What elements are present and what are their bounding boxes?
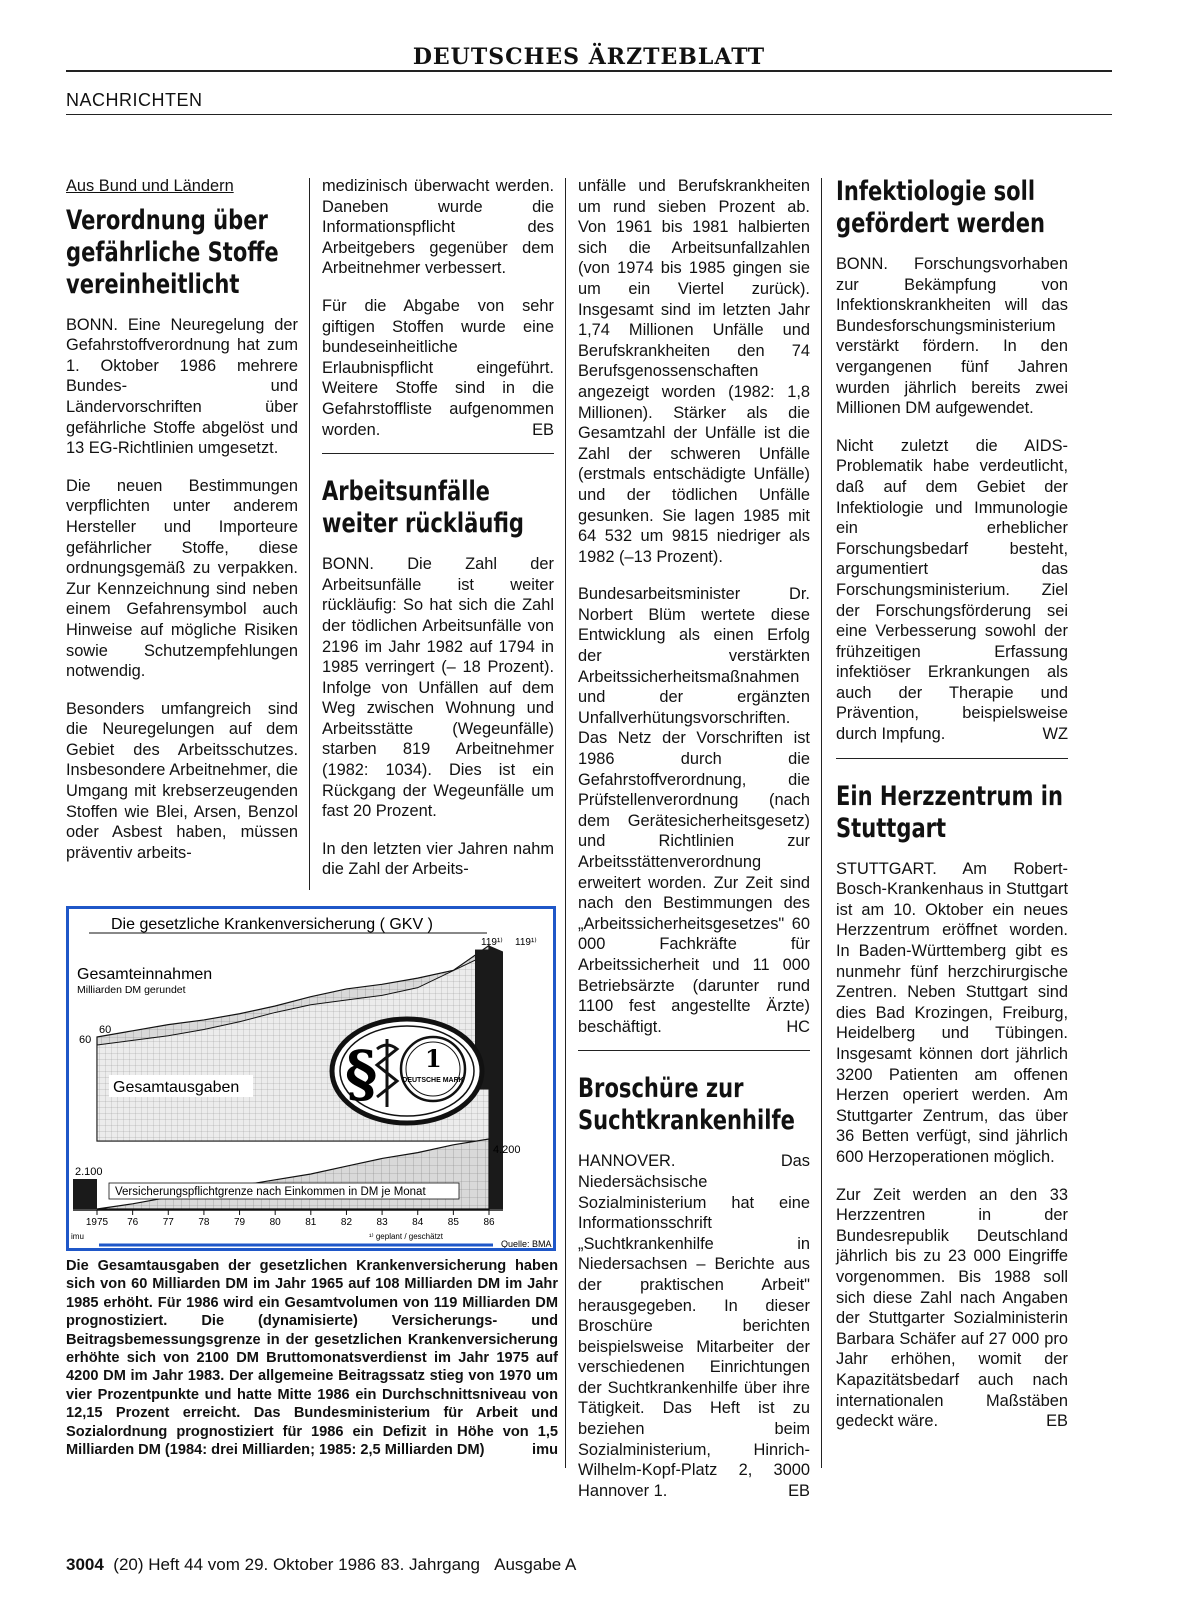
- article-paragraph: BONN. Die Zahl der Arbeitsunfälle ist weiter rückläufig: So hat sich die Zahl der tödlichen Arbeitsunfälle von 2196 im Jahr 1982 auf 1794 in 1985 verringert (– 18 Prozent). Infolge von Unfällen auf dem Weg zwischen Wohnung und Arbeitsstätte (Wegeunfälle) starben 819 Arbeitnehmer (1982: 1034). Dies ist ein Rückgang der Wegeunfälle um fast 20 Prozent.: [322, 555, 554, 821]
- paragraph-icon: §: [345, 1037, 378, 1110]
- article-separator: [322, 453, 554, 454]
- article-paragraph: Bundesarbeitsminister Dr. Norbert Blüm wertete diese Entwicklung als einen Erfolg der verstärkten Arbeitssicherheitsmaßnahmen und der ergänzten Unfallverhütungsvorschriften. Das Netz der Vorschriften ist 1986 durch die Gefahrstoffverordnung, die Prüfstellenverordnung (nach dem Gerätesicherheitsgesetz) und Richtlinien zur Arbeitsstättenverordnung erweitert worden. Zur Zeit sind nach den Bestimmungen des „Arbeitssicherheitsgesetzes" 60 000 Fachkräfte für Arbeitssicherheit und 11 000 Betriebsärzte (darunter rund 1100 fest angestellte Ärzte) beschäftigt. HC: [578, 585, 810, 1036]
- value-label-start: 60: [99, 1024, 112, 1036]
- svg-text:1: 1: [425, 1044, 442, 1073]
- chart-side-face: [489, 946, 503, 1209]
- article-column-3: [578, 176, 810, 1518]
- sozialrecht-logo: [332, 1019, 482, 1123]
- grenze-label: Versicherungspflichtgrenze nach Einkommen in DM je Monat: [115, 1186, 426, 1198]
- author-signature: EB: [532, 420, 554, 439]
- chart-footnote: ¹⁾ geplant / geschätzt: [369, 1232, 444, 1241]
- x-tick-label: 78: [198, 1217, 210, 1228]
- x-tick-label: 83: [376, 1217, 388, 1228]
- grenze-start-bar: [73, 1179, 97, 1209]
- author-signature: EB: [1046, 1412, 1068, 1431]
- article-paragraph: In den letzten vier Jahren nahm die Zahl der Arbeits-: [322, 839, 554, 879]
- caption-credit: imu: [532, 1442, 558, 1459]
- article-paragraph: Für die Abgabe von sehr giftigen Stoffen wurde eine bundeseinheitliche Erlaubnispflicht eingeführt. Weitere Stoffe sind in die Gefahrstoffliste aufgenommen worden. EB: [322, 296, 554, 439]
- article-headline: Ein Herzzentrum in Stuttgart: [836, 780, 1063, 844]
- article-paragraph: Nicht zuletzt die AIDS-Problematik habe verdeutlicht, daß auf dem Gebiet der Infektiologie und Immunologie ein erheblicher Forschungsbedarf besteht, argumentiert das Forschungsministerium. Ziel der Forschungsförderung sei eine Verbesserung sowohl der frühzeitigen Erfassung infektiöser Erkrankungen als auch der Therapie und Prävention, beispielsweise durch Impfung. WZ: [836, 436, 1068, 744]
- einnahmen-label: Gesamteinnahmen: [77, 966, 213, 983]
- edition: Ausgabe A: [494, 1555, 577, 1574]
- author-signature: WZ: [1042, 725, 1068, 744]
- chart-caption: Die Gesamtausgaben der gesetzlichen Krankenversicherung haben sich von 60 Milliarden DM im Jahr 1965 auf 108 Milliarden DM im Jahr 1985 erhöht. Für 1986 wird ein Gesamtvolumen von 119 Milliarden DM prognostiziert. Die (dynamisierte) Versicherungs- und Beitragsbemessungsgrenze in der gesetzlichen Krankenversicherung erhöhte sich von 2100 DM Bruttomonatsverdienst im Jahr 1975 auf 4200 DM im Jahr 1983. Der allgemeine Beitragssatz stieg von 1970 um vier Prozentpunkte und hatte Mitte 1986 ein Durchschnittsniveau von 12,15 Prozent erreicht. Das Bundesministerium für Arbeit und Sozialordnung prognostiziert für 1986 ein Defizit in Höhe von 1,5 Milliarden DM (1984: drei Milliarden; 1985: 2,5 Milliarden DM) imu: [66, 1258, 558, 1459]
- article-paragraph: BONN. Eine Neuregelung der Gefahrstoffverordnung hat zum 1. Oktober 1986 mehrere Bundes- und Ländervorschriften über gefährliche Stoffe abgelöst und 13 EG-Richtlinien umgesetzt.: [66, 315, 298, 458]
- article-paragraph: Die neuen Bestimmungen verpflichten unter anderem Hersteller und Importeure gefährlicher Stoffe, diese ordnungsgemäß zu verpakken. Zur Kennzeichnung sind neben einem Gefahrensymbol auch Hinweise auf mögliche Risiken sowie Schutzempfehlungen notwendig.: [66, 476, 298, 681]
- article-separator: [836, 758, 1068, 759]
- article-column-4: [836, 176, 1068, 1449]
- x-tick-label: 80: [269, 1217, 281, 1228]
- einnahmen-unit: Milliarden DM gerundet: [77, 984, 186, 996]
- value-label-end: 119¹⁾: [481, 937, 503, 948]
- page-footer: [66, 1555, 576, 1575]
- gkv-chart: [66, 906, 556, 1251]
- gkv-chart-svg: [69, 909, 553, 1248]
- chart-title: Die gesetzliche Krankenversicherung ( GKV ): [111, 916, 433, 933]
- article-kicker: Aus Bund und Ländern: [66, 177, 234, 195]
- article-paragraph: Besonders umfangreich sind die Neuregelungen auf dem Gebiet des Arbeitsschutzes. Insbesondere Arbeitnehmer, die Umgang mit krebserzeugenden Stoffen wie Blei, Arsen, Benzol oder Asbest haben, müssen präventiv arbeits-: [66, 699, 298, 862]
- article-verordnung-col1: [66, 176, 298, 880]
- section-rule: [66, 114, 1112, 115]
- author-signature: EB: [788, 1481, 810, 1500]
- article-paragraph: unfälle und Berufskrankheiten um rund sieben Prozent ab. Von 1961 bis 1981 halbierten sich die Arbeitsunfallzahlen (von 1974 bis 1985 gingen sie um ein Viertel zurück). Insgesamt sind im letzten Jahr 1,74 Millionen Unfälle und Berufskrankheiten den 74 Berufsgenossenschaften angezeigt worden (1982: 1,8 Millionen). Stärker als die Gesamtzahl der Unfälle ist die Zahl der schweren Unfälle (erstmals entschädigte Unfälle) und der tödlichen Unfälle gesunken. Sie lagen 1985 mit 64 532 um 9815 niedriger als 1982 (–13 Prozent).: [578, 177, 810, 566]
- article-paragraph: medizinisch überwacht werden. Daneben wurde die Informationspflicht des Arbeitgebers gegenüber dem Arbeitnehmer verbessert.: [322, 177, 554, 278]
- article-paragraph: BONN. Forschungsvorhaben zur Bekämpfung von Infektionskrankheiten will das Bundesforschungsministerium verstärkt fördern. In den vergangenen fünf Jahren wurden jährlich bereits zwei Millionen DM aufgewendet.: [836, 255, 1068, 418]
- chart-source: Quelle: BMA: [501, 1239, 552, 1248]
- x-tick-label: 81: [305, 1217, 317, 1228]
- grenze-end-value: 4.200: [493, 1144, 521, 1156]
- article-column-2: [322, 176, 554, 897]
- article-separator: [578, 1050, 810, 1051]
- masthead: DEUTSCHES ÄRZTEBLATT: [412, 44, 766, 70]
- x-tick-label: 85: [447, 1217, 459, 1228]
- issue-info: (20) Heft 44 vom 29. Oktober 1986 83. Jahrgang: [113, 1555, 480, 1574]
- x-tick-label: 1975: [85, 1217, 109, 1228]
- article-paragraph: Zur Zeit werden an den 33 Herzzentren in der Bundesrepublik Deutschland jährlich bis zu 23 000 Eingriffe vorgenommen. Bis 1988 soll sich diese Zahl nach Angaben der Stuttgarter Sozialministerin Barbara Schäfer auf 27 000 pro Jahr erhöhen, womit der Kapazitätsbedarf auch nach internationalen Maßstäben gedeckt wäre. EB: [836, 1185, 1068, 1431]
- x-tick-label: 84: [412, 1217, 424, 1228]
- value-label-start: 60: [79, 1034, 92, 1046]
- x-tick-label: 77: [162, 1217, 174, 1228]
- column-separator: [821, 178, 822, 1468]
- article-paragraph: HANNOVER. Das Niedersächsische Sozialministerium hat eine Informationsschrift „Suchtkrankenhilfe in Niedersachsen – Berichte aus der praktischen Arbeit" herausgegeben. In dieser Broschüre berichten beispielsweise Mitarbeiter der verschiedenen Einrichtungen der Suchtkrankenhilfe über ihre Tätigkeit. Das Heft ist zu beziehen beim Sozialministerium, Hinrich-Wilhelm-Kopf-Platz 2, 3000 Hannover 1. EB: [578, 1152, 810, 1500]
- x-tick-label: 86: [483, 1217, 495, 1228]
- article-headline: Broschüre zur Suchtkrankenhilfe: [578, 1073, 795, 1137]
- value-label-end: 119¹⁾: [515, 937, 537, 948]
- grenze-start-value: 2.100: [75, 1166, 103, 1178]
- ausgaben-label: Gesamtausgaben: [113, 1079, 240, 1096]
- x-tick-label: 76: [127, 1217, 139, 1228]
- x-tick-label: 82: [340, 1217, 353, 1228]
- column-separator: [565, 178, 566, 1468]
- x-tick-label: 79: [233, 1217, 246, 1228]
- chart-credit: imu: [71, 1232, 84, 1241]
- column-separator: [309, 178, 310, 890]
- article-headline: Verordnung über gefährliche Stoffe vereinheitlicht: [66, 204, 279, 300]
- page-number: 3004: [66, 1555, 104, 1574]
- article-paragraph: STUTTGART. Am Robert-Bosch-Krankenhaus in Stuttgart ist am 10. Oktober ein neues Herzzentrum eröffnet worden. In Baden-Württemberg gibt es nunmehr fünf herzchirurgische Zentren. Neben Stuttgart sind dies Bad Krozingen, Freiburg, Heidelberg und Tübingen. Insgesamt können dort jährlich 3200 Patienten am offenen Herzen operiert werden. Am Stuttgarter Zentrum, das über 36 Betten verfügt, sind jährlich 600 Herzoperationen möglich.: [836, 859, 1068, 1166]
- masthead-rule: [66, 70, 1112, 72]
- article-headline: Infektiologie soll gefördert werden: [836, 176, 1046, 239]
- section-title: NACHRICHTEN: [66, 90, 203, 110]
- coin-label: DEUTSCHE MARK: [402, 1077, 464, 1084]
- article-headline: Arbeitsunfälle weiter rückläufig: [322, 476, 525, 540]
- author-signature: HC: [786, 1017, 810, 1036]
